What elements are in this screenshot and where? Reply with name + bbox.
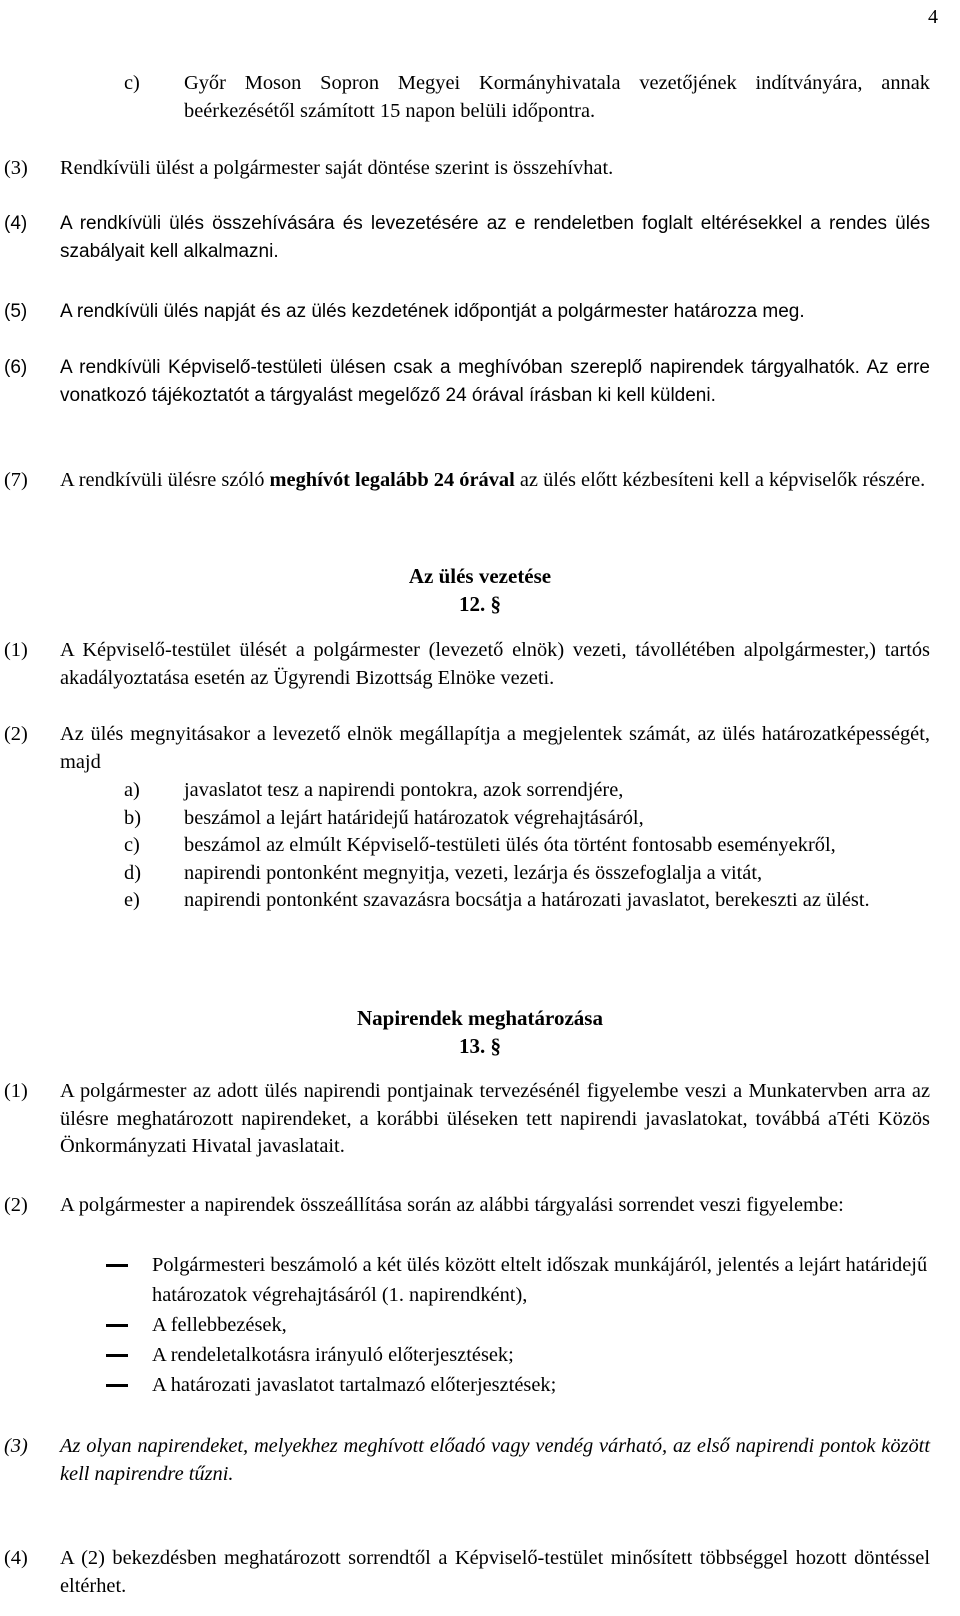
item-label: a) (124, 779, 140, 801)
list-item (106, 1310, 930, 1340)
item-label: c) (124, 72, 140, 94)
paragraph-number: (4) (4, 1547, 28, 1569)
paragraph-text: A Képviselő-testület ülését a polgármester (levezető elnök) vezeti, távollétében alpolgármester,) tartós akadályoztatása esetén az Ügyrendi Bizottság Elnöke vezeti. (60, 639, 930, 689)
item-label: c) (124, 834, 140, 856)
dash-bullet (106, 1340, 152, 1370)
s13-paragraph-1 (4, 1078, 930, 1161)
s12-paragraph-2 (4, 721, 930, 776)
paragraph-number: (2) (4, 1194, 28, 1216)
paragraph-text: A rendkívüli ülés összehívására és levezetésére az e rendeletben foglalt eltérésekkel a rendes ülés szabályait kell alkalmazni. (60, 213, 930, 262)
paragraph-text: Az olyan napirendeket, melyekhez meghívott előadó vagy vendég várható, az első napirendi pontok között kell napirendre tűzni. (60, 1435, 930, 1485)
item-text: beszámol az elmúlt Képviselő-testületi ülés óta történt fontosabb eseményekről, (184, 834, 836, 856)
item-text: napirendi pontonként szavazásra bocsátja a határozati javaslatot, berekeszti az ülést. (184, 889, 870, 911)
paragraph-text: A polgármester az adott ülés napirendi pontjainak tervezésénél figyelembe veszi a Munkatervben arra az ülésre meghatározott napirendeket, a korábbi üléseken tett napirendi javaslatokat, továbbá aTéti Közös Önkormányzati Hivatal javaslatait. (60, 1080, 930, 1157)
paragraph-3 (4, 155, 930, 183)
dash-bullet (106, 1310, 152, 1340)
item-label: d) (124, 861, 141, 884)
paragraph-text: Az ülés megnyitásakor a levezető elnök megállapítja a megjelentek számát, az ülés határozatképességét, majd (60, 723, 930, 773)
list-item (124, 777, 930, 805)
paragraph-number: (3) (4, 157, 28, 179)
s13-paragraph-3 (4, 1433, 930, 1488)
list-item (124, 887, 930, 915)
paragraph-number: (1) (4, 1080, 28, 1102)
section-heading: Az ülés vezetése (408, 564, 552, 588)
list-item (106, 1370, 930, 1400)
item-text: beszámol a lejárt határidejű határozatok végrehajtásáról, (184, 806, 644, 829)
item-text: javaslatot tesz a napirendi pontokra, azok sorrendjére, (184, 779, 624, 801)
dash-bullet (106, 1370, 152, 1400)
item-text: Polgármesteri beszámoló a két ülés között eltelt időszak munkájáról, jelentés a lejárt határidejű határozatok végrehajtásáról (1. napirendként), (152, 1254, 928, 1306)
item-text: napirendi pontonként megnyitja, vezeti, lezárja és összefoglalja a vitát, (184, 861, 763, 884)
list-item-c (124, 70, 930, 125)
s13-paragraph-4 (4, 1545, 930, 1600)
paragraph-text: A rendkívüli Képviselő-testületi ülésen csak a meghívóban szereplő napirendek tárgyalhatók. Az erre vonatkozó tájékoztatót a tárgyalást megelőző 24 órával írásban ki kell küldeni. (60, 357, 930, 406)
paragraph-number: (4) (4, 213, 28, 234)
list-item (106, 1340, 930, 1370)
paragraph-7 (4, 467, 930, 495)
bold-text: meghívót legalább 24 órával (269, 469, 515, 491)
list-item (124, 860, 930, 888)
list-item (124, 805, 930, 833)
item-label: e) (124, 889, 140, 911)
paragraph-text: A polgármester a napirendek összeállítása során az alábbi tárgyalási sorrendet veszi figyelembe: (60, 1194, 844, 1216)
section-heading: Napirendek meghatározása (357, 1006, 603, 1030)
s12-paragraph-1 (4, 637, 930, 692)
paragraph-number: (5) (4, 301, 28, 322)
paragraph-number: (2) (4, 723, 28, 745)
text-run: az ülés előtt kézbesíteni kell a képviselők részére. (514, 469, 926, 491)
paragraph-text: A (2) bekezdésben meghatározott sorrendtől a Képviselő-testület minősített többséggel hozott döntéssel eltérhet. (60, 1547, 930, 1597)
paragraph-text: A rendkívüli ülés napját és az ülés kezdetének időpontját a polgármester határozza meg. (60, 301, 805, 322)
paragraph-number: (7) (4, 469, 28, 491)
item-text: Győr Moson Sopron Megyei Kormányhivatala vezetőjének indítványára, annak beérkezésétől számított 15 napon belüli időpontra. (184, 72, 930, 122)
paragraph-6 (4, 354, 930, 409)
list-item (106, 1250, 930, 1310)
section-number: 13. § (459, 1034, 501, 1058)
item-text: A rendeletalkotásra irányuló előterjesztések; (152, 1344, 514, 1366)
paragraph-number: (3) (4, 1435, 28, 1457)
s13-paragraph-2 (4, 1192, 930, 1220)
s13-dash-list (106, 1250, 930, 1400)
item-text: A határozati javaslatot tartalmazó előterjesztések; (152, 1374, 557, 1396)
item-label: b) (124, 806, 141, 829)
item-text: A fellebbezések, (152, 1314, 287, 1336)
paragraph-4 (4, 210, 930, 265)
paragraph-5 (4, 298, 930, 326)
paragraph-text: Rendkívüli ülést a polgármester saját döntése szerint is összehívhat. (60, 157, 614, 179)
section-number: 12. § (459, 592, 501, 616)
list-item (124, 832, 930, 860)
page-number: 4 (928, 6, 938, 28)
paragraph-text (60, 467, 930, 495)
text-run: A rendkívüli ülésre szóló (60, 469, 270, 491)
paragraph-number: (6) (4, 357, 28, 378)
paragraph-number: (1) (4, 639, 28, 661)
dash-bullet (106, 1250, 152, 1310)
s12-item-list (124, 777, 930, 915)
